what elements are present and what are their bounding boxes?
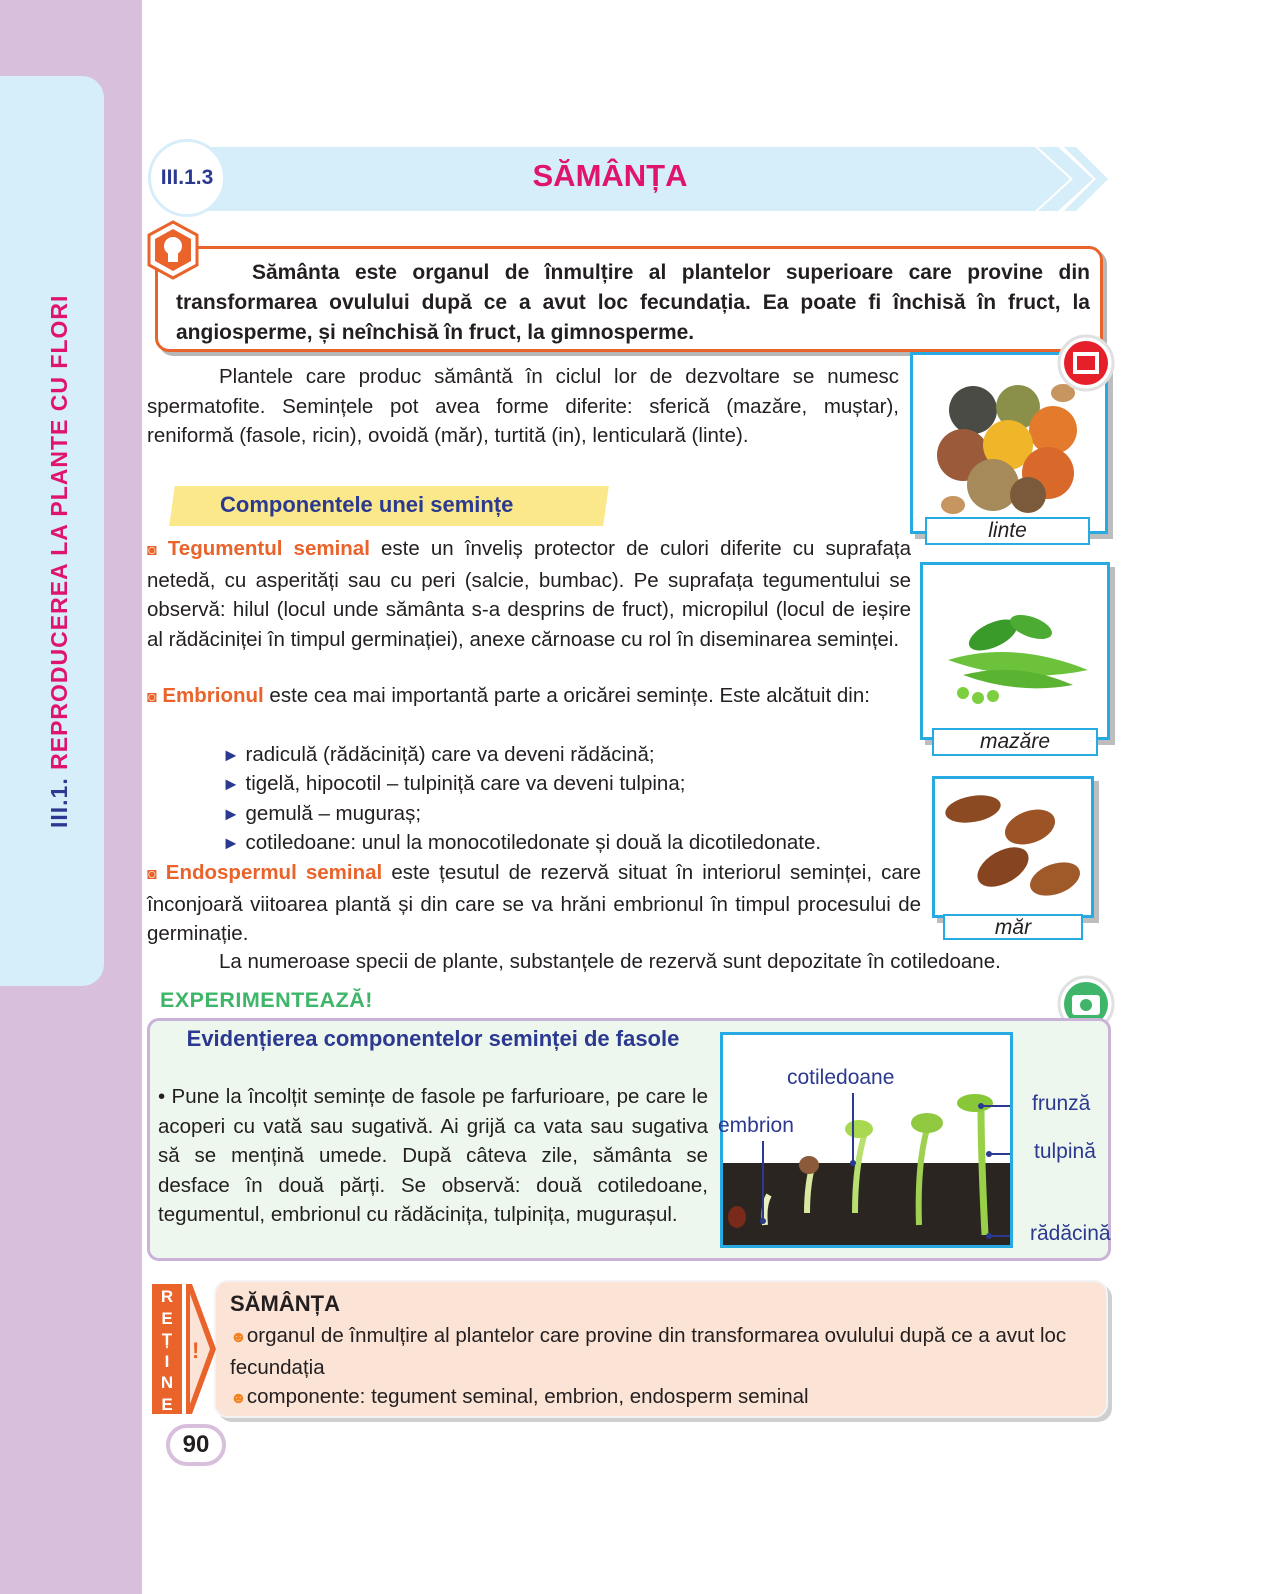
triangle-bullet-icon: ► xyxy=(222,804,240,824)
chapter-side-title xyxy=(42,28,76,828)
smiley-bullet-icon: ☻ xyxy=(230,1329,247,1346)
peas-image xyxy=(923,565,1107,737)
list-item: ☻organul de înmulțire al plantelor care provine din transformarea ovulului după ce a avut loc fecundația xyxy=(230,1324,1067,1379)
retine-items xyxy=(230,1321,1092,1414)
list-item: ► cotiledoane: unul la monocotiledonate și două la dicotiledonate. xyxy=(222,831,822,854)
chapter-title: REPRODUCEREA LA PLANTE CU FLORI xyxy=(46,294,72,770)
experiment-heading: EXPERIMENTEAZĂ! xyxy=(160,988,373,1012)
square-bullet-icon: ◙ xyxy=(147,542,157,559)
apple-seeds-image xyxy=(935,779,1091,915)
list-item: ► radiculă (rădăciniță) care va deveni rădăcină; xyxy=(222,743,655,766)
intro-paragraph: Plantele care produc sământă în ciclul lor de dezvoltare se numesc spermatofite. Semințele pot avea forme diferite: sferică (mazăre, muștar), reniformă (fasole, ricin), ovoidă (măr), turtită (in), lenticulară (linte). xyxy=(147,365,899,447)
retine-title: SĂMÂNȚA xyxy=(230,1291,340,1316)
square-bullet-icon: ◙ xyxy=(147,866,157,883)
section-number-badge: III.1.3 xyxy=(148,139,226,217)
label-tulpina: tulpină xyxy=(1034,1140,1096,1163)
label-embrion: embrion xyxy=(718,1114,794,1137)
definition-text: Sământa este organul de înmulțire al plantelor superioare care provine din transformarea ovulului după ce a avut loc fecundația. Ea poate fi închisă în fruct, la angiosperme, și neînchisă în fruct, la gimnosperme. xyxy=(176,261,1090,344)
label-radacina: rădăcină xyxy=(1030,1222,1111,1245)
page-title: SĂMÂNȚA xyxy=(532,158,688,193)
retine-tab-letters: R E Ț I N E xyxy=(160,1287,174,1414)
photo-caption: linte xyxy=(925,517,1090,545)
label-frunza: frunză xyxy=(1032,1092,1091,1115)
endosperm-text: este țesutul de rezervă situat în interiorul seminței, care înconjoară viitoarea plantă și din care se va hrăni embrionul în timpul procesului de germinație. xyxy=(147,861,922,945)
square-bullet-icon: ◙ xyxy=(147,689,157,706)
label-cotiledoane: cotiledoane xyxy=(787,1066,895,1089)
endosperm-paragraph xyxy=(147,858,921,949)
video-film-icon xyxy=(1056,334,1116,392)
tegument-text: este un înveliș protector de culori diferite cu suprafața netedă, cu asperități sau cu peri (salcie, bumbac). Pe suprafața tegumentului se observă: hilul (locul unde sământa s-a desprins de fruct), micropilul (locul de ieșire al rădăciniței în timpul germinației), anexe cărnoase cu rol în diseminarea seminței. xyxy=(147,537,911,651)
embrion-paragraph xyxy=(147,681,911,713)
list-item: ☻componente: tegument seminal, embrion, endosperm seminal xyxy=(230,1385,809,1408)
embrion-term: Embrionul xyxy=(162,684,264,707)
experiment-text: • Pune la încolțit semințe de fasole pe farfurioare, pe care le acoperi cu vată sau sugativă. Ai grijă ca vata sau sugativa să se mențină umede. După câteva zile, sământa se desface în două părți. Se observă: două cotiledoane, tegumentul, embrionul cu rădăcinița, tulpinița, mugurașul. xyxy=(158,1085,708,1226)
triangle-bullet-icon: ► xyxy=(222,833,240,853)
page-number: 90 xyxy=(166,1424,226,1466)
list-item: ► gemulă – mugurаș; xyxy=(222,802,422,825)
smiley-bullet-icon: ☻ xyxy=(230,1390,247,1407)
germination-photo xyxy=(720,1032,1013,1248)
experiment-title: Evidențierea componentelor seminței de fasole xyxy=(186,1026,680,1051)
apple-seeds-photo xyxy=(932,776,1094,918)
chapter-number: III.1. xyxy=(46,777,72,828)
photo-caption: măr xyxy=(943,914,1083,940)
tegument-term: Tegumentul seminal xyxy=(167,537,370,560)
endosperm-term: Endospermul seminal xyxy=(165,861,383,884)
triangle-bullet-icon: ► xyxy=(222,774,240,794)
cotiledoane-note: La numeroase specii de plante, substanțele de rezervă sunt depozitate în cotiledoane. xyxy=(219,950,1001,973)
photo-caption: mazăre xyxy=(932,728,1098,756)
chevrons-icon xyxy=(1000,147,1110,211)
components-heading: Componentele unei semințe xyxy=(220,492,514,517)
tegument-paragraph xyxy=(147,534,911,654)
triangle-bullet-icon: ► xyxy=(222,745,240,765)
embrion-text: este cea mai importantă parte a oricărei semințe. Este alcătuit din: xyxy=(263,684,870,707)
peas-photo xyxy=(920,562,1110,740)
svg-text:!: ! xyxy=(192,1338,200,1363)
list-item: ► tigelă, hipocotil – tulpiniță care va deveni tulpina; xyxy=(222,772,686,795)
